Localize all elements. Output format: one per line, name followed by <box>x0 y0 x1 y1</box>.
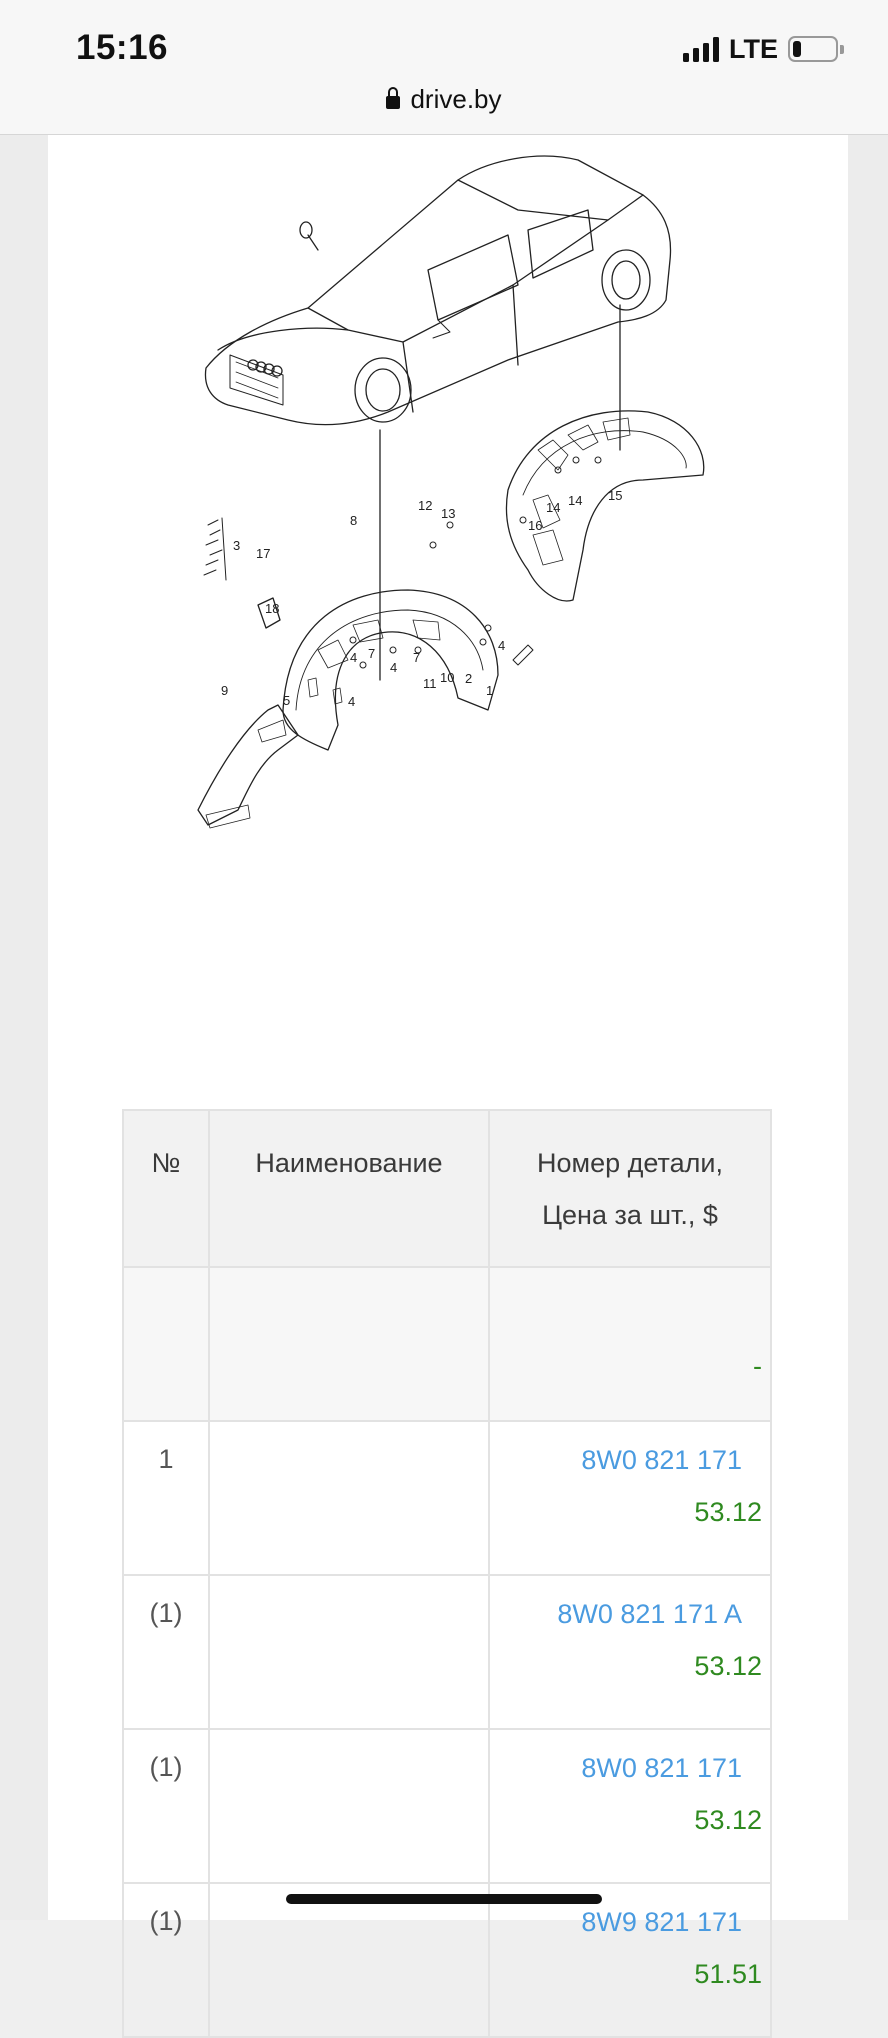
row-part-cell <box>489 1883 771 2037</box>
callout-13: 13 <box>441 506 456 521</box>
callout-4b: 4 <box>390 660 398 675</box>
car-illustration <box>205 156 670 425</box>
clock-time: 15:16 <box>76 28 169 67</box>
callout-5: 5 <box>283 693 291 708</box>
header-part <box>489 1110 771 1267</box>
callout-15: 15 <box>608 488 623 503</box>
table-row <box>123 1421 771 1575</box>
callout-4c: 4 <box>348 694 356 709</box>
row-part-cell <box>489 1575 771 1729</box>
callout-7b: 7 <box>413 650 421 665</box>
table-row <box>123 1883 771 2037</box>
table-row-empty <box>123 1267 771 1421</box>
status-indicators <box>683 32 844 66</box>
page-content <box>48 135 848 1989</box>
part-number-link[interactable]: 8W0 821 171 <box>581 1753 742 1783</box>
callout-7a: 7 <box>368 646 376 661</box>
signal-strength-icon <box>683 36 719 62</box>
callout-10: 10 <box>440 670 455 685</box>
url-text: drive.by <box>410 84 502 114</box>
callout-12: 12 <box>418 498 433 513</box>
header-num: № <box>123 1110 209 1267</box>
callout-2: 2 <box>465 671 473 686</box>
bolt-set <box>204 518 226 580</box>
battery-cap <box>840 45 844 54</box>
callout-4a: 4 <box>350 650 358 665</box>
home-indicator[interactable] <box>286 1894 602 1904</box>
network-type: LTE <box>729 33 778 64</box>
row-name <box>209 1883 489 2037</box>
part-price: 53.12 <box>694 1497 762 1527</box>
cell-num <box>123 1267 209 1421</box>
callout-1: 1 <box>486 683 494 698</box>
header-part-line2: Цена за шт., $ <box>542 1200 718 1230</box>
callout-11: 11 <box>423 676 437 691</box>
part-price: 51.51 <box>694 1959 762 1989</box>
row-part-cell <box>489 1421 771 1575</box>
liner-front-section <box>198 705 298 828</box>
page-margin-left <box>0 135 48 1920</box>
callout-18: 18 <box>265 601 280 616</box>
parts-diagram-image <box>188 150 748 940</box>
callout-16: 16 <box>528 518 543 533</box>
lock-icon <box>386 96 400 109</box>
callout-4d: 4 <box>498 638 506 653</box>
header-name: Наименование <box>209 1110 489 1267</box>
part-number-link[interactable]: 8W0 821 171 <box>581 1445 742 1475</box>
row-num: (1) <box>123 1883 209 2037</box>
row-num: 1 <box>123 1421 209 1575</box>
part-number-link[interactable]: 8W9 821 171 <box>581 1907 742 1937</box>
part-price: 53.12 <box>694 1651 762 1681</box>
row-name <box>209 1575 489 1729</box>
row-name <box>209 1421 489 1575</box>
callout-14a: 14 <box>546 500 561 515</box>
address-bar[interactable] <box>0 84 888 115</box>
row-num: (1) <box>123 1575 209 1729</box>
table-row <box>123 1575 771 1729</box>
row-name <box>209 1729 489 1883</box>
cell-name <box>209 1267 489 1421</box>
battery-icon <box>788 36 838 62</box>
callout-17: 17 <box>256 546 271 561</box>
callout-14b: 14 <box>568 493 583 508</box>
callout-3: 3 <box>233 538 241 553</box>
part-price: 53.12 <box>694 1805 762 1835</box>
callout-9: 9 <box>221 683 229 698</box>
callout-8: 8 <box>350 513 358 528</box>
row-num: (1) <box>123 1729 209 1883</box>
table-header-row <box>123 1110 771 1267</box>
row-part-cell <box>489 1729 771 1883</box>
ios-status-bar <box>0 0 888 135</box>
table-row <box>123 1729 771 1883</box>
part-number-link[interactable]: 8W0 821 171 A <box>557 1599 742 1629</box>
header-part-line1: Номер детали, <box>537 1148 723 1178</box>
cell-part <box>489 1267 771 1421</box>
page-margin-right <box>848 135 888 1920</box>
empty-price-dash: - <box>753 1351 762 1381</box>
rear-wheel-liner <box>506 411 703 601</box>
